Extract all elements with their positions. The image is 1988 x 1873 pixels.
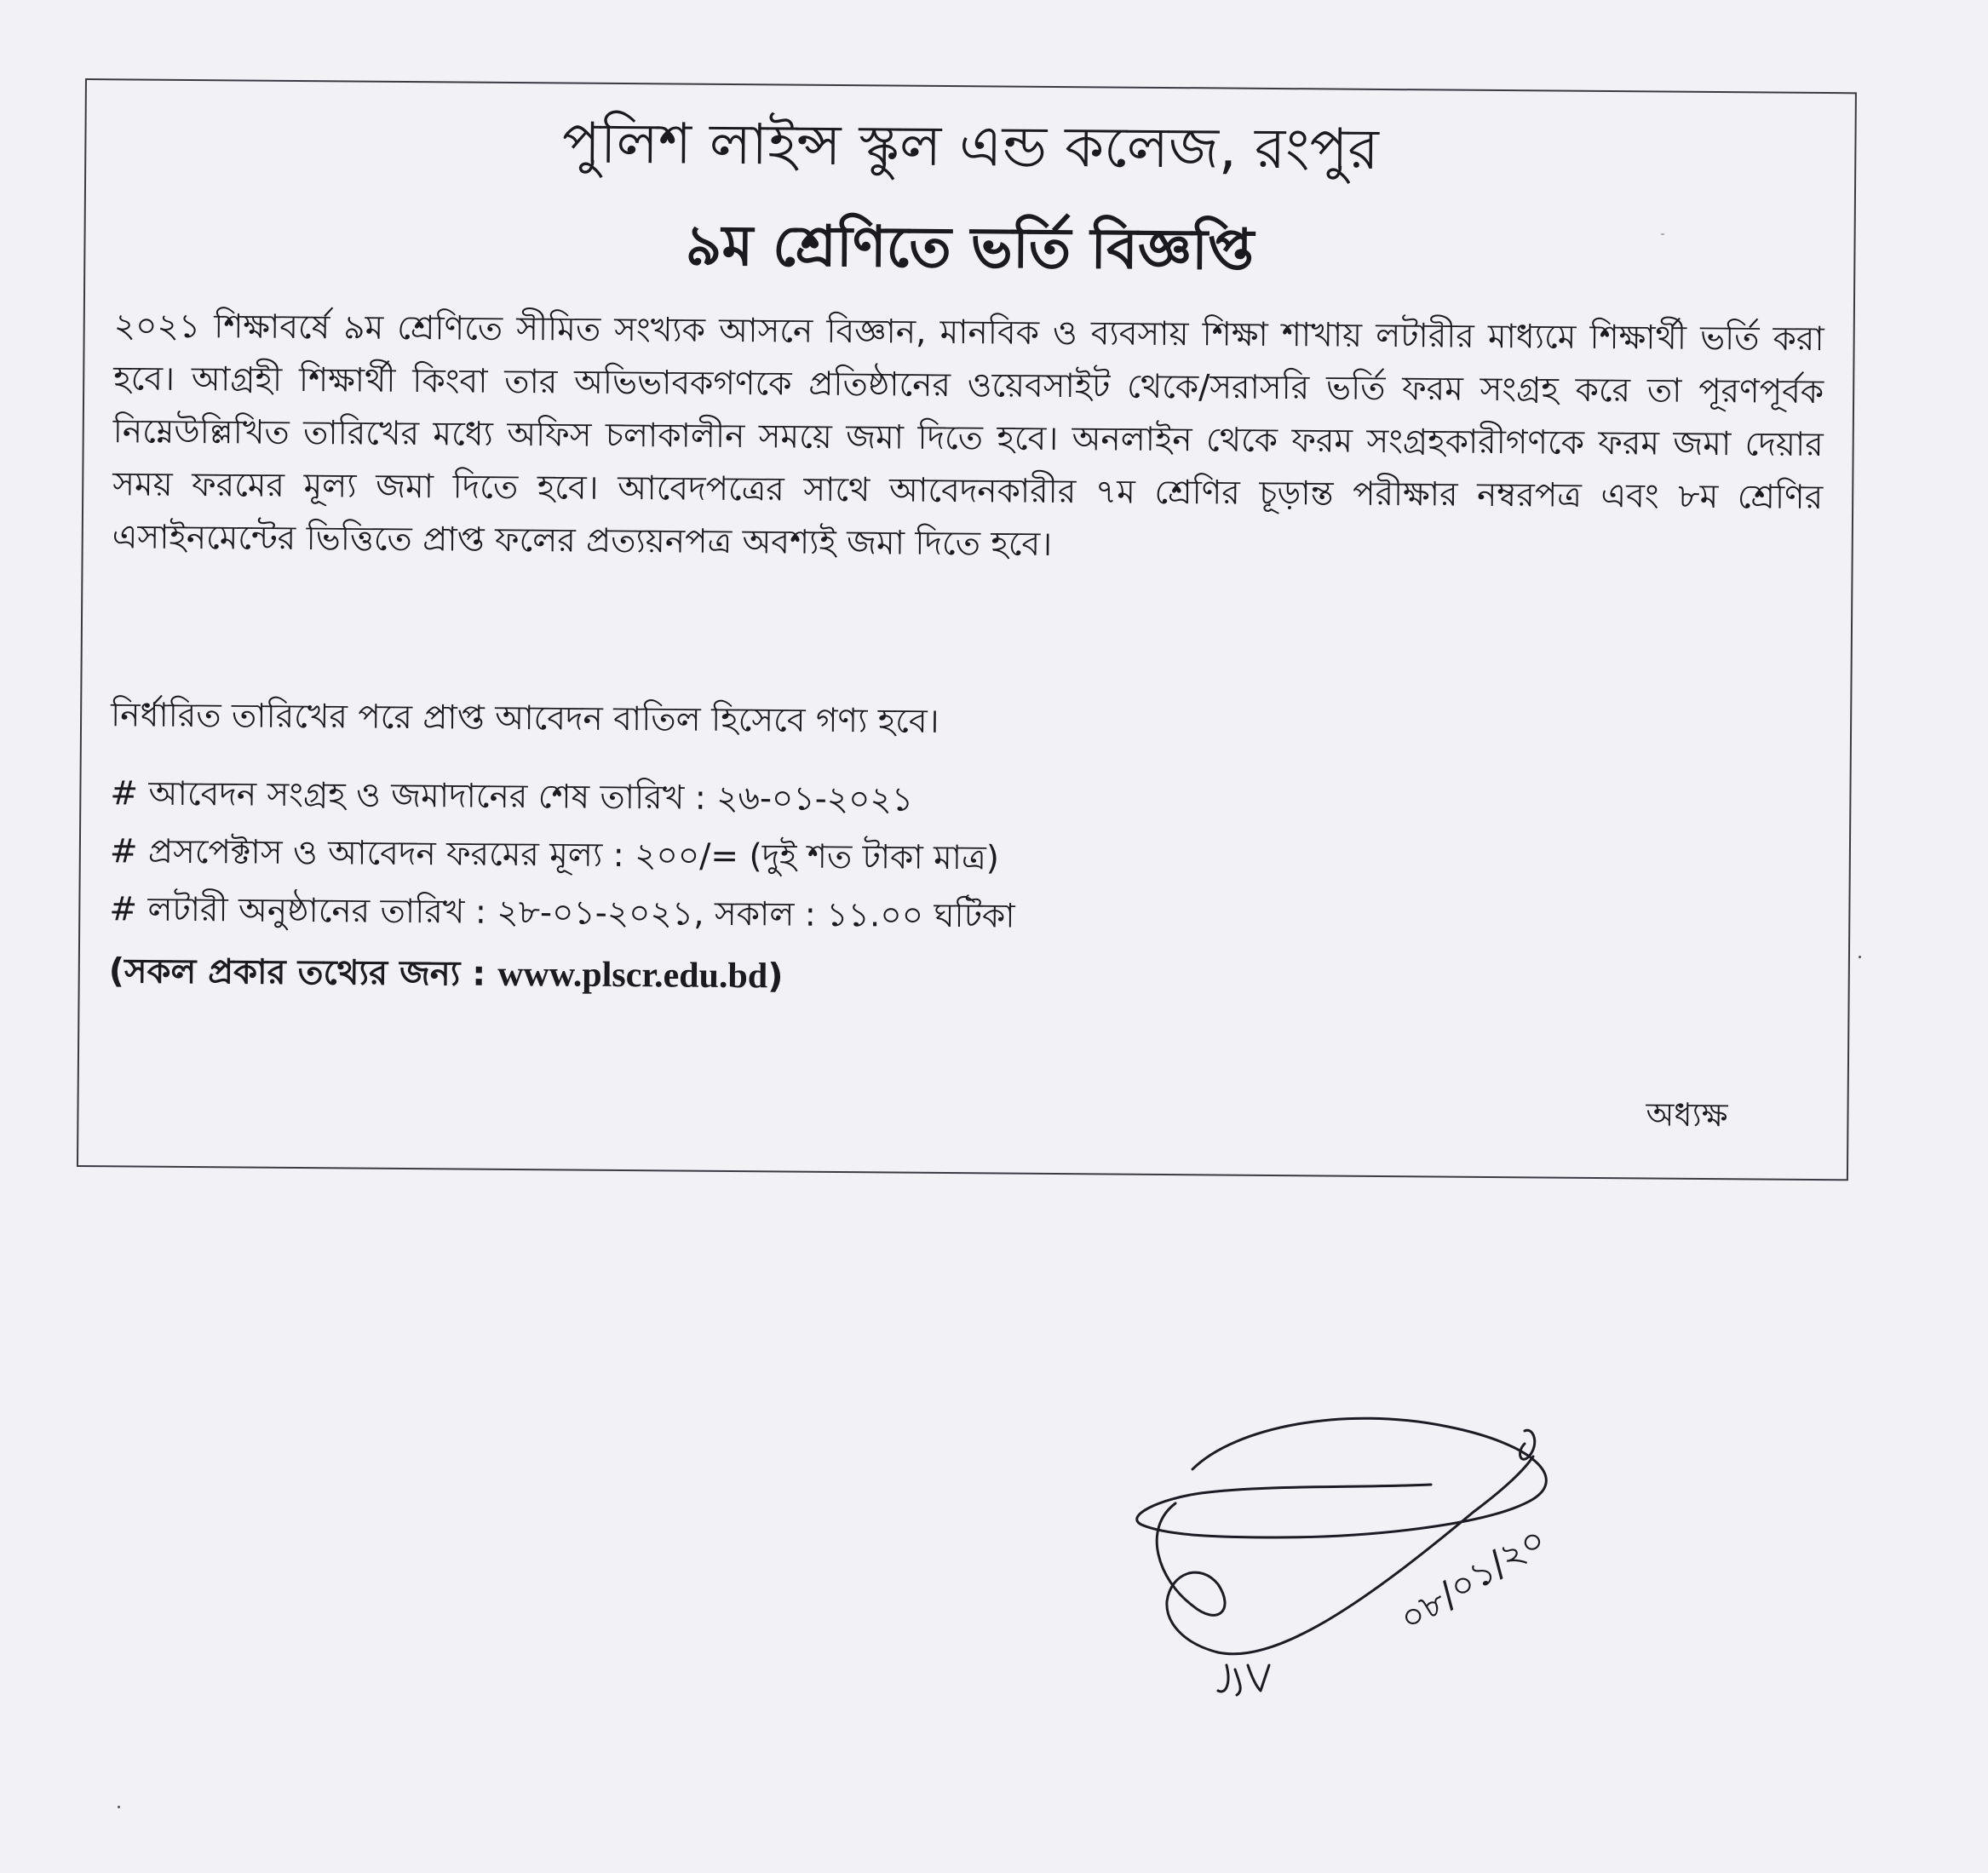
notice-title: ৯ম শ্রেণিতে ভর্তি বিজ্ঞপ্তি	[685, 212, 1255, 283]
signature	[1090, 1410, 1618, 1699]
info-prefix: (সকল প্রকার তথ্যের জন্য :	[108, 951, 498, 994]
info-suffix: )	[767, 957, 784, 997]
application-deadline-item: # আবেদন সংগ্রহ ও জমাদানের শেষ তারিখ : ২৬-০১-২০২১	[110, 774, 914, 819]
notice-body: ২০২১ শিক্ষাবর্ষে ৯ম শ্রেণিতে সীমিত সংখ্যক আসনে বিজ্ঞান, মানবিক ও ব্যবসায় শিক্ষা শাখায় লটারীর মাধ্যমে শিক্ষার্থী ভর্তি করা হবে। আগ্রহী শিক্ষার্থী কিংবা তার অভিভাবকগণকে প্রতিষ্ঠানের ওয়েবসাইট থেকে/সরাসরি ভর্তি ফরম সংগ্রহ করে তা পূরণপূর্বক নিম্নেউল্লিখিত তারিখের মধ্যে অফিস চলাকালীন সময়ে জমা দিতে হবে। অনলাইন থেকে ফরম সংগ্রহকারীগণকে ফরম জমা দেয়ার সময় ফরমের মূল্য জমা দিতে হবে। আবেদপত্রের সাথে আবেদনকারীর ৭ম শ্রেণির চূড়ান্ত পরীক্ষার নম্বরপত্র এবং ৮ম শ্রেণির এসাইনমেন্টের ভিত্তিতে প্রাপ্ত ফলের প্রত্যয়নপত্র অবশ্যই জমা দিতে হবে।	[112, 307, 1824, 564]
scan-speck	[118, 1806, 120, 1808]
scan-speck	[1661, 233, 1664, 235]
form-price-item: # প্রসপেক্টাস ও আবেদন ফরমের মূল্য : ২০০/= (দুই শত টাকা মাত্র)	[109, 832, 1000, 878]
website-link[interactable]: www.plscr.edu.bd	[497, 954, 768, 997]
school-name: পুলিশ লাইন্স স্কুল এন্ড কলেজ, রংপুর	[561, 110, 1380, 182]
lottery-date-item: # লটারী অনুষ্ঠানের তারিখ : ২৮-০১-২০২১, সকাল : ১১.০০ ঘটিকা	[109, 890, 1015, 936]
notice-box	[77, 78, 1857, 1181]
scan-speck	[1859, 956, 1861, 958]
designation: অধ্যক্ষ	[1646, 1095, 1728, 1135]
info-line	[109, 947, 1819, 1008]
signature-date: ০৮/০১/২০	[1392, 1518, 1554, 1640]
deadline-note: নির্ধারিত তারিখের পরে প্রাপ্ত আবেদন বাতিল হিসেবে গণ্য হবে।	[110, 696, 939, 741]
